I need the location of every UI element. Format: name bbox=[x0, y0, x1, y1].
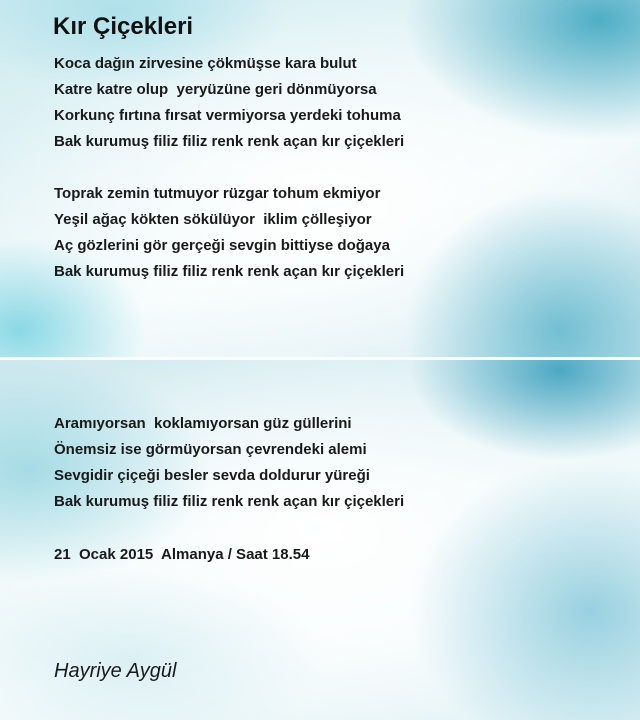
stanza-2 bbox=[54, 181, 404, 285]
poem-page-bottom bbox=[0, 360, 640, 720]
stanza-3 bbox=[54, 411, 404, 515]
poem-line: Önemsiz ise görmüyorsan çevrendeki alemi bbox=[54, 441, 367, 458]
poem-line: Bak kurumuş filiz filiz renk renk açan kır çiçekleri bbox=[54, 263, 405, 280]
poem-line: Aramıyorsan koklamıyorsan güz güllerini bbox=[54, 415, 352, 432]
stanza-1 bbox=[54, 51, 404, 155]
date-line: 21 Ocak 2015 Almanya / Saat 18.54 bbox=[54, 546, 310, 563]
poem-line: Toprak zemin tutmuyor rüzgar tohum ekmiyor bbox=[54, 185, 381, 202]
poem-line: Sevgidir çiçeği besler sevda doldurur yüreği bbox=[54, 467, 370, 484]
poem-line: Bak kurumuş filiz filiz renk renk açan kır çiçekleri bbox=[54, 493, 405, 510]
poem-line: Katre katre olup yeryüzüne geri dönmüyorsa bbox=[54, 81, 377, 98]
poem-line: Koca dağın zirvesine çökmüşse kara bulut bbox=[54, 55, 357, 72]
poem-line: Aç gözlerini gör gerçeği sevgin bittiyse doğaya bbox=[54, 237, 390, 254]
poem-line: Bak kurumuş filiz filiz renk renk açan kır çiçekleri bbox=[54, 133, 405, 150]
poem-title: Kır Çiçekleri bbox=[53, 13, 194, 40]
poem-line: Korkunç fırtına fırsat vermiyorsa yerdeki tohuma bbox=[54, 107, 401, 124]
poem-line: Yeşil ağaç kökten sökülüyor iklim çölleşiyor bbox=[54, 211, 372, 228]
author-signature: Hayriye Aygül bbox=[54, 660, 177, 682]
